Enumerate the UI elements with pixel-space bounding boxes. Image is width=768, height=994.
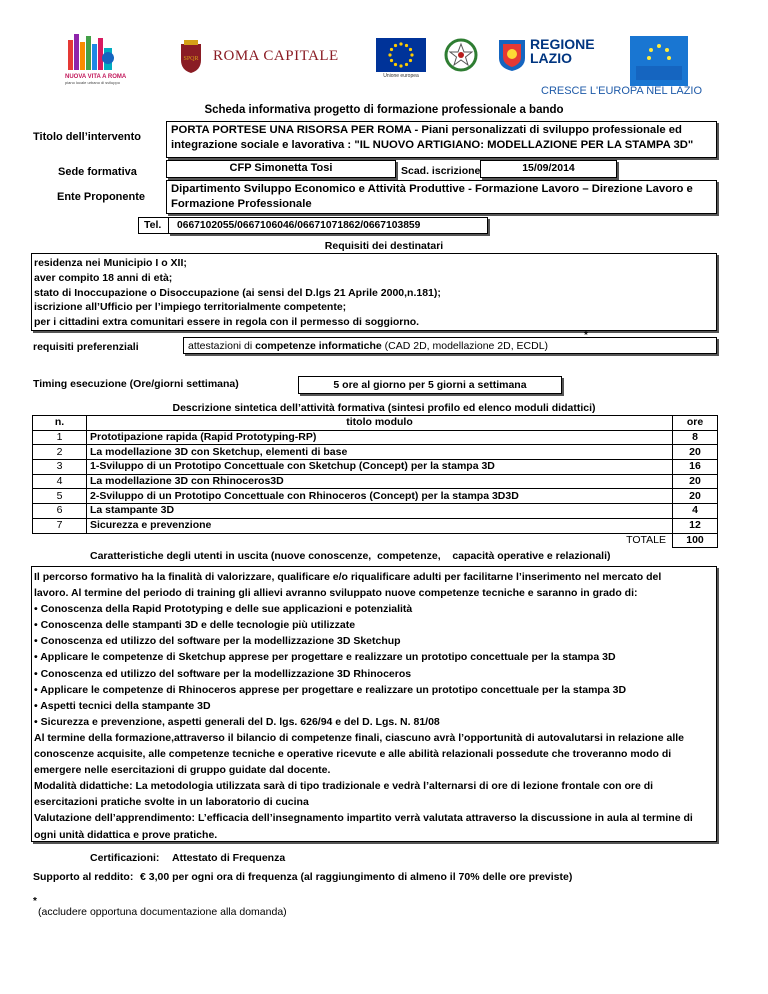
page-title: Scheda informativa progetto di formazione professionale a bando: [204, 104, 564, 116]
modulo-titolo: Prototipazione rapida (Rapid Prototyping-RP): [87, 430, 673, 445]
titolo-value: PORTA PORTESE UNA RISORSA PER ROMA - Piani personalizzati di sviluppo professionale ed integrazione sociale e lavorativa : "IL NUOVO ARTIGIANO: MODELLAZIONE PER LA STAMPA 3D": [166, 121, 717, 158]
totale-value: 100: [673, 533, 718, 548]
table-row: [33, 504, 718, 519]
modulo-ore: 16: [673, 460, 718, 475]
caratteristica-line: • Conoscenza ed utilizzo del software per la modellizzazione 3D Sketchup: [34, 635, 401, 648]
italian-republic-emblem: [444, 36, 478, 74]
svg-text:SPQR: SPQR: [183, 56, 199, 62]
requisito-line: aver compito 18 anni di età;: [34, 271, 173, 284]
requisito-line: stato di Inoccupazione o Disoccupazione (ai sensi del D.lgs 21 Aprile 2000,n.181);: [34, 286, 441, 299]
europa-tagline: CRESCE L'EUROPA NEL LAZIO: [541, 85, 703, 97]
caratteristica-line: • Applicare le competenze di Sketchup apprese per progettare e realizzare un prototipo concettuale per la stampa 3D: [34, 651, 616, 664]
timing-label: Timing esecuzione (Ore/giorni settimana): [33, 378, 239, 390]
modulo-n: 3: [33, 460, 87, 475]
caratteristica-line: • Conoscenza della Rapid Prototyping e delle sue applicazioni e potenzialità: [34, 603, 413, 616]
caratteristica-line: emergere nelle esercitazioni di gruppo guidate dal docente.: [34, 764, 331, 777]
table-row: [33, 489, 718, 504]
caratteristica-line: esercitazioni pratiche svolte in un laboratorio di cucina: [34, 796, 309, 809]
table-row: [33, 460, 718, 475]
caratteristiche-box: [31, 566, 717, 842]
requisito-line: residenza nei Municipio I o XII;: [34, 257, 187, 269]
moduli-table: [32, 415, 718, 548]
col-titolo-header: titolo modulo: [87, 416, 673, 431]
moduli-heading: Descrizione sintetica dell’attività formativa (sintesi profilo ed elenco moduli didattici): [172, 402, 596, 414]
caratteristica-line: lavoro. Al termine del periodo di training gli allievi avranno sviluppato nuove competenze tecniche e saranno in grado di:: [34, 587, 638, 600]
table-row: [33, 474, 718, 489]
regione-lazio-emblem: [497, 38, 527, 72]
modulo-ore: 8: [673, 430, 718, 445]
sede-label: Sede formativa: [58, 166, 137, 178]
certificazioni-label: Certificazioni:: [90, 852, 160, 864]
modulo-n: 2: [33, 445, 87, 460]
tel-value: 0667102055/0667106046/06671071862/0667103859: [168, 217, 488, 234]
caratteristica-line: Il percorso formativo ha la finalità di valorizzare, qualificare e/o riqualificare adulti per facilitarne l’inserimento nel mercato del: [34, 571, 662, 583]
ente-label: Ente Proponente: [57, 191, 146, 203]
caratteristica-line: Al termine della formazione,attraverso il bilancio di competenze finali, ciascuno avrà l’opportunità di autovalutarsi in relazione alle: [34, 731, 684, 744]
roma-capitale-text: ROMA CAPITALE: [213, 48, 339, 64]
totale-row: [33, 533, 718, 548]
modulo-titolo: La modellazione 3D con Rhinoceros3D: [87, 474, 673, 489]
certificazioni-value: Attestato di Frequenza: [172, 852, 286, 864]
timing-value: 5 ore al giorno per 5 giorni a settimana: [298, 376, 562, 394]
preferenziali-asterisk: *: [584, 330, 588, 341]
requisiti-box: [31, 253, 717, 331]
ente-value: Dipartimento Sviluppo Economico e Attività Produttive - Formazione Lavoro – Direzione Lavoro e Formazione Professionale: [166, 180, 717, 214]
modulo-titolo: La modellazione 3D con Sketchup, elementi di base: [87, 445, 673, 460]
modulo-ore: 20: [673, 445, 718, 460]
caratteristica-line: Modalità didattiche: La metodologia utilizzata sarà di tipo tradizionale e vedrà l’alternarsi di ore di lezione frontale con ore di: [34, 780, 654, 793]
col-n-header: n.: [33, 416, 87, 431]
caratteristica-line: • Conoscenza delle stampanti 3D e delle tecnologie più utilizzate: [34, 619, 356, 632]
caratteristica-line: conoscenze acquisite, alle competenze tecniche e operative ricevute e alle abilità relazionali possedute che troveranno modo di: [34, 748, 672, 761]
supporto-label: Supporto al reddito:: [33, 871, 134, 883]
modulo-titolo: La stampante 3D: [87, 504, 673, 519]
modulo-ore: 4: [673, 504, 718, 519]
supporto-value: € 3,00 per ogni ora di frequenza (al raggiungimento di almeno il 70% delle ore previste): [140, 871, 573, 883]
titolo-label: Titolo dell’intervento: [33, 131, 141, 143]
table-row: [33, 430, 718, 445]
modulo-n: 1: [33, 430, 87, 445]
caratteristica-line: • Aspetti tecnici della stampante 3D: [34, 699, 211, 712]
col-ore-header: ore: [673, 416, 718, 431]
regione-lazio-text: REGIONE LAZIO: [530, 36, 595, 66]
modulo-n: 7: [33, 518, 87, 533]
eu-caption: Unione europea: [383, 73, 419, 79]
totale-label: TOTALE: [626, 534, 666, 547]
caratteristica-line: • Conoscenza ed utilizzo del software per la modellizzazione 3D Rhinoceros: [34, 667, 412, 680]
scad-label: Scad. iscrizione: [401, 165, 481, 177]
preferenziali-label: requisiti preferenziali: [33, 341, 139, 353]
requisito-line: iscrizione all’Ufficio per l’impiego territorialmente competente;: [34, 301, 347, 314]
table-row: [33, 445, 718, 460]
table-row: [33, 518, 718, 533]
requisito-line: per i cittadini extra comunitari essere in regola con il permesso di soggiorno.: [34, 316, 420, 329]
modulo-n: 4: [33, 474, 87, 489]
caratteristica-line: • Sicurezza e prevenzione, aspetti generali del D. lgs. 626/94 e del D. Lgs. N. 81/08: [34, 715, 440, 728]
eu-flag-icon: [376, 38, 426, 72]
modulo-ore: 12: [673, 518, 718, 533]
roma-capitale-emblem: [178, 40, 204, 74]
caratteristica-line: ogni unità didattica e prove pratiche.: [34, 828, 218, 841]
modulo-titolo: 1-Sviluppo di un Prototipo Concettuale con Sketchup (Concept) per la stampa 3D: [87, 460, 673, 475]
modulo-n: 6: [33, 504, 87, 519]
caratteristica-line: Valutazione dell’apprendimento: L’efficacia dell’insegnamento impartito verrà valutata attraverso la discussione in aula al termine di: [34, 812, 693, 825]
sede-value: CFP Simonetta Tosi: [166, 160, 396, 178]
nvr-logo-text: NUOVA VITA A ROMA piano locale urbano di sviluppo: [65, 74, 127, 85]
modulo-titolo: 2-Sviluppo di un Prototipo Concettuale con Rhinoceros (Concept) per la stampa 3D3D: [87, 489, 673, 504]
por-logo: [630, 36, 688, 86]
preferenziali-value: attestazioni di competenze informatiche (CAD 2D, modellazione 2D, ECDL): [183, 337, 717, 354]
caratteristica-line: • Applicare le competenze di Rhinoceros apprese per progettare e realizzare un prototipo concettuale per la stampa 3D: [34, 683, 627, 696]
footnote-asterisk: *: [33, 896, 37, 907]
scad-value: 15/09/2014: [480, 160, 617, 178]
modulo-n: 5: [33, 489, 87, 504]
requisiti-heading: Requisiti dei destinatari: [324, 240, 444, 252]
footnote-text: (accludere opportuna documentazione alla domanda): [38, 906, 287, 918]
caratteristiche-heading: Caratteristiche degli utenti in uscita (nuove conoscenze, competenze, capacità operative e relazionali): [90, 550, 611, 562]
tel-label: Tel.: [144, 219, 162, 231]
modulo-titolo: Sicurezza e prevenzione: [87, 518, 673, 533]
modulo-ore: 20: [673, 474, 718, 489]
moduli-header-row: [33, 416, 718, 431]
modulo-ore: 20: [673, 489, 718, 504]
